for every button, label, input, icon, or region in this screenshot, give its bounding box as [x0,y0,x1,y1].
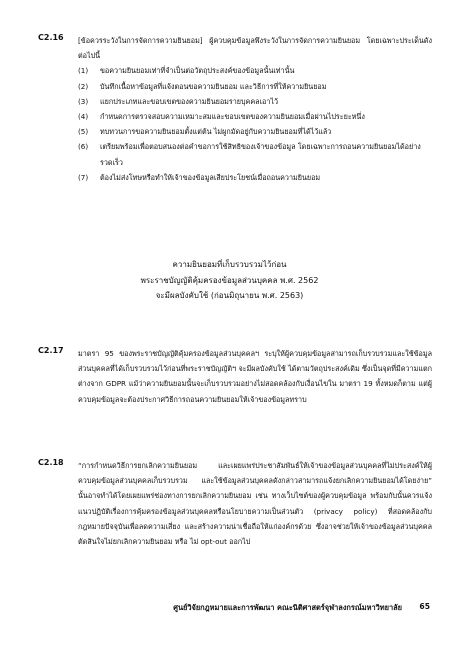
list-item-text: ต้องไม่ส่งโทษหรือทำให้เจ้าของข้อมูลเสียประโยชน์เมื่อถอนความยินยอม [100,172,321,182]
clause-c2-17 [38,346,432,407]
list-marker: (7) [78,172,89,182]
list-item-text: แยกประเภทและขอบเขตของความยินยอมรายบุคคลเอาไว้ [100,96,279,106]
clause-number: C2.18 [38,458,64,467]
list-marker: (4) [78,112,89,122]
clause-text: [ข้อควรระวังในการจัดการความยินยอม] ผู้ควบคุมข้อมูลพึงระวังในการจัดการความยินยอม โดยเฉพาะประเด็นดังต่อไปนี้ [78,36,432,61]
heading-line: พระราชบัญญัติคุ้มครองข้อมูลส่วนบุคคล พ.ศ. 2562 [140,275,319,285]
clause-c2-18 [38,458,432,549]
clause-number: C2.17 [38,346,64,355]
list-item-text: กำหนดการตรวจสอบความเหมาะสมและขอบเขตของความยินยอมเมื่อผ่านไประยะหนึ่ง [100,112,365,122]
footer-text: ศูนย์วิจัยกฎหมายและการพัฒนา คณะนิติศาสตร์จุฬาลงกรณ์มหาวิทยาลัย [173,603,402,612]
clause-number: C2.16 [38,33,64,42]
page-number: 65 [419,602,430,611]
list-item-text: เตรียมพร้อมเพื่อตอบสนองต่อคำขอการใช้สิทธิของเจ้าของข้อมูล โดยเฉพาะการถอนความยินยอมได้อย่างรวดเร็ว [100,142,421,167]
list-marker: (5) [78,127,89,137]
list-marker: (1) [78,66,89,76]
list-item-text: บันทึกเนื้อหาข้อมูลที่แจ้งตอนขอความยินยอม และวิธีการที่ให้ความยินยอม [100,81,327,91]
list-item-text: ขอความยินยอมเท่าที่จำเป็นต่อวัตถุประสงค์ของข้อมูลนั้นเท่านั้น [100,66,295,76]
heading-line: จะมีผลบังคับใช้ (ก่อนมิถุนายน พ.ศ. 2563) [155,291,304,300]
list-item [78,124,432,139]
list-item [78,94,432,109]
heading-line: ความยินยอมที่เก็บรวบรวมไว้ก่อน [172,260,287,269]
list-marker: (3) [78,96,89,106]
list-item [78,79,432,94]
list-item-text: ทบทวนการขอความยินยอมตั้งแต่ต้น ไม่ผูกมัดอยู่กับความยินยอมที่ได้ไว้แล้ว [100,127,332,137]
clause-text: “การกำหนดวิธีการยกเลิกความยินยอม และเผยแพร่ประชาสัมพันธ์ให้เจ้าของข้อมูลส่วนบุคคลที่ไม่ประสงค์ให้ผู้ควบคุมข้อมูลส่วนบุคคลเก็บรวบรวม และใช้ข้อมูลส่วนบุคคลดังกล่าวสามารถแจ้งยกเลิกความยินยอมได้โดยง่าย” นั้นอาจทำได้โดยเผยแพร่ช่องทางการยกเลิกความยินยอม เช่น ทางเว็บไซต์ของผู้ควบคุมข้อมูล พร้อมกับนั้นควรแจ้งแนวปฏิบัติเรื่องการคุ้มครองข้อมูลส่วนบุคคลหรือนโยบายความเป็นส่วนตัว (privacy policy) ที่สอดคล้องกับกฎหมายปัจจุบันเพื่อลดความเสี่ยง และสร้างความน่าเชื่อถือให้แก่องค์กรด้วย ซึ่งอาจช่วยให้เจ้าของข้อมูลส่วนบุคคลตัดสินใจไม่ยกเลิกความยินยอม หรือ ไม่ opt-out ออกไป [78,461,432,547]
clause-text: มาตรา 95 ของพระราชบัญญัติคุ้มครองข้อมูลส่วนบุคคลฯ ระบุให้ผู้ควบคุมข้อมูลสามารถเก็บรวบรวมและใช้ข้อมูลส่วนบุคคลที่ได้เก็บรวบรวมไว้ก่อนที่พระราชบัญญัติฯ จะมีผลบังคับใช้ ได้ตามวัตถุประสงค์เดิม ซึ่งเป็นจุดที่มีความแตกต่างจาก GDPR แม้ว่าความยินยอมนั้นจะเก็บรวบรวมอย่างไม่สอดคล้องกับเงื่อนไขใน มาตรา 19 ทั้งหมดก็ตาม แต่ผู้ควบคุมข้อมูลจะต้องประกาศวิธีการถอนความยินยอมให้เจ้าของข้อมูลทราบ [78,349,432,404]
list-marker: (6) [78,142,89,152]
list-item [78,139,432,169]
list-item [78,109,432,124]
list-item [78,170,432,185]
clause-c2-16 [38,33,432,185]
list-marker: (2) [78,81,89,91]
list-item [78,63,432,78]
section-heading [0,257,459,304]
